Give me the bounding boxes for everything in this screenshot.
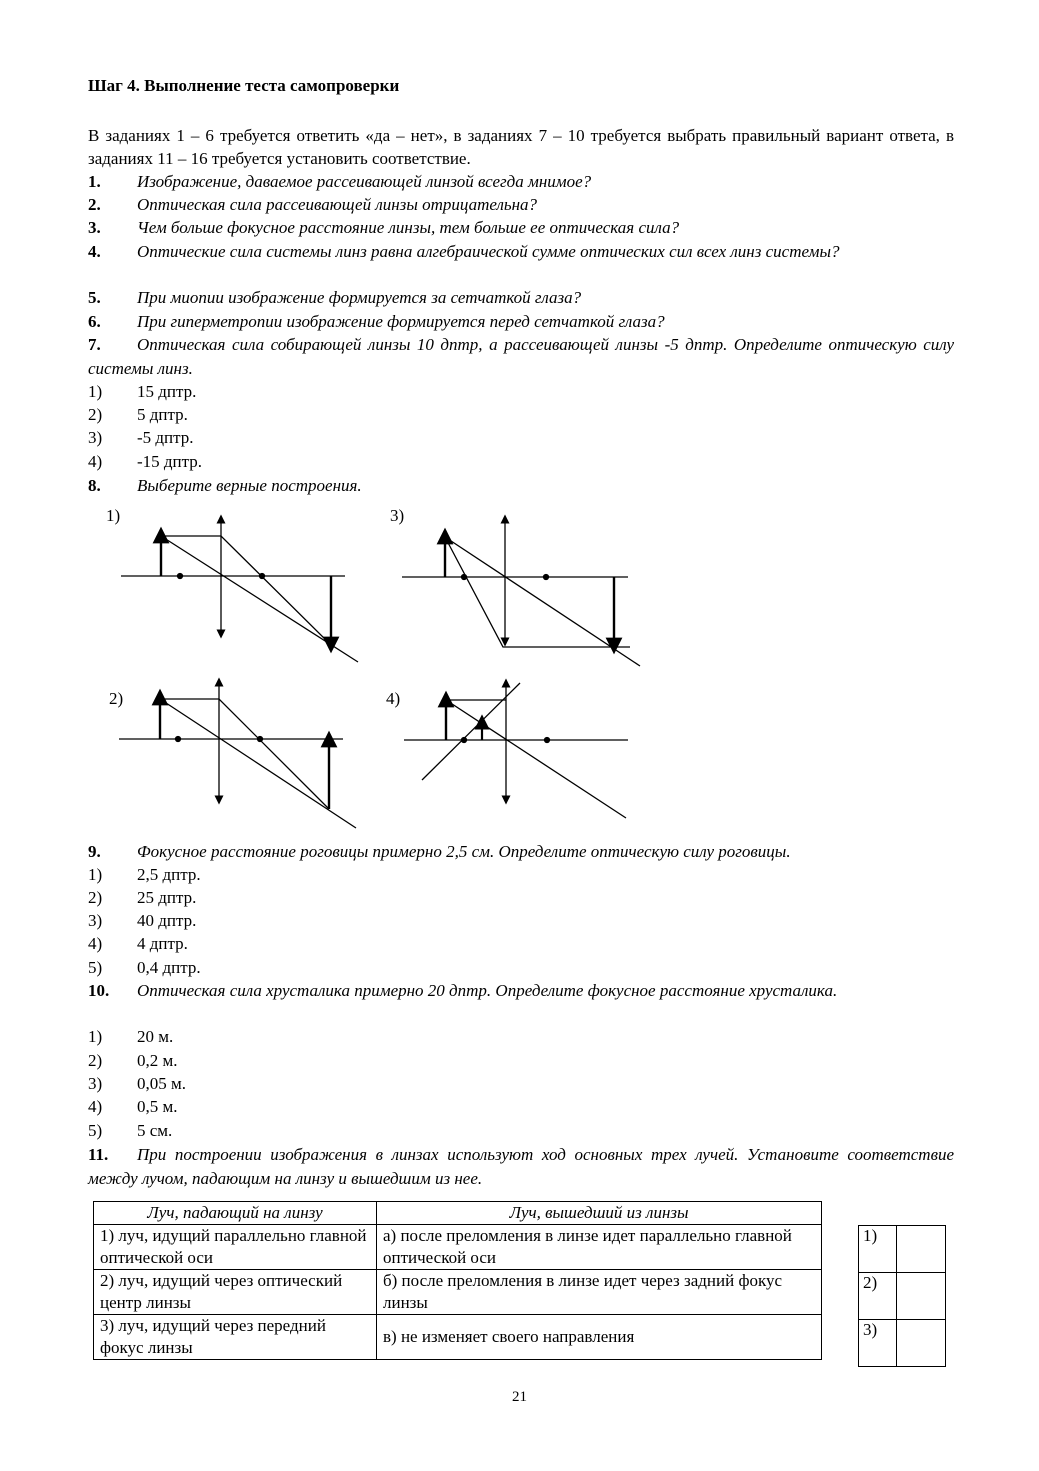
table-header-row (94, 1202, 822, 1225)
question-text: Оптическая сила хрусталика примерно 20 дптр. Определите фокусное расстояние хрусталика. (137, 981, 838, 1000)
question-number: 6. (88, 312, 101, 331)
answer-label: 1) (859, 1226, 897, 1273)
question-text: Оптическая сила собирающей линзы 10 дптр, а рассеивающей линзы -5 дптр. Определите оптическую силу системы линз. (88, 335, 954, 378)
option-number: 5) (88, 958, 103, 977)
focus-point (545, 738, 550, 743)
focus-point (462, 575, 467, 580)
option-number: 1) (88, 382, 103, 401)
option (88, 1119, 172, 1143)
option-number: 4) (88, 1097, 103, 1116)
ray (160, 699, 356, 828)
question-text: При построении изображения в линзах используют ход основных трех лучей. Установите соответствие между лучом, падающим на линзу и вышедшим из нее. (88, 1145, 954, 1188)
answer-grid (858, 1225, 946, 1367)
option (88, 1025, 173, 1049)
option-text: 5 дптр. (137, 405, 188, 424)
table-row (94, 1315, 822, 1360)
option-number: 3) (88, 428, 103, 447)
question-number: 3. (88, 218, 101, 237)
question-number: 1. (88, 172, 101, 191)
ray-diagram-4 (404, 683, 628, 818)
table-header-right: Луч, вышедший из линзы (377, 1202, 822, 1225)
focus-point (544, 575, 549, 580)
question-number: 5. (88, 288, 101, 307)
table-cell-ray-out: а) после преломления в линзе идет параллельно главной оптической оси (377, 1225, 822, 1270)
answer-row (859, 1226, 946, 1273)
option-text: 0,2 м. (137, 1051, 178, 1070)
intro-paragraph: В заданиях 1 – 6 требуется ответить «да – нет», в заданиях 7 – 10 требуется выбрать правильный вариант ответа, в заданиях 11 – 16 требуется установить соответствие. (88, 126, 954, 168)
option-number: 2) (88, 1051, 103, 1070)
table-cell-ray-in: 3) луч, идущий через передний фокус линзы (94, 1315, 377, 1360)
question-text: Изображение, даваемое рассеивающей линзой всегда мнимое? (137, 172, 592, 191)
option-text: 0,5 м. (137, 1097, 178, 1116)
answer-row (859, 1320, 946, 1367)
option-number: 3) (88, 911, 103, 930)
ray-diagram-2 (119, 682, 356, 828)
answer-label: 2) (859, 1273, 897, 1320)
option-text: 20 м. (137, 1027, 174, 1046)
focus-point (260, 574, 265, 579)
option-number: 5) (88, 1121, 103, 1140)
diagram-label-4: 4) (386, 689, 401, 708)
answer-cell[interactable] (897, 1226, 946, 1273)
focus-point (462, 738, 467, 743)
diagram-label-3: 3) (390, 506, 405, 525)
ray-diagram-1 (121, 519, 358, 662)
option-number: 4) (88, 934, 103, 953)
option-text: 0,4 дптр. (137, 958, 201, 977)
question-number: 7. (88, 335, 101, 354)
option-number: 1) (88, 865, 103, 884)
question-number: 11. (88, 1145, 109, 1164)
question-number: 10. (88, 981, 110, 1000)
table-cell-ray-out: в) не изменяет своего направления (377, 1315, 822, 1360)
section-heading: Шаг 4. Выполнение теста самопроверки (88, 76, 400, 95)
option-text: 5 см. (137, 1121, 173, 1140)
ray (445, 537, 630, 647)
table-cell-ray-in: 1) луч, идущий параллельно главной оптической оси (94, 1225, 377, 1270)
answer-label: 3) (859, 1320, 897, 1367)
ray (422, 683, 520, 780)
option-text: 4 дптр. (137, 934, 188, 953)
table-row (94, 1270, 822, 1315)
question-number: 8. (88, 476, 101, 495)
option-text: -15 дптр. (137, 452, 203, 471)
answer-row (859, 1273, 946, 1320)
ray-diagram-3 (402, 519, 640, 666)
option-number: 1) (88, 1027, 103, 1046)
table-header-left: Луч, падающий на линзу (94, 1202, 377, 1225)
question-11 (88, 1143, 954, 1190)
option (88, 932, 188, 956)
table-cell-ray-in: 2) луч, идущий через оптический центр линзы (94, 1270, 377, 1315)
question-text: Чем больше фокусное расстояние линзы, тем больше ее оптическая сила? (137, 218, 680, 237)
option (88, 886, 196, 910)
question-number: 2. (88, 195, 101, 214)
option-text: 15 дптр. (137, 382, 197, 401)
question-number: 4. (88, 242, 101, 261)
option (88, 909, 196, 933)
question-text: Выберите верные построения. (137, 476, 362, 495)
focus-point (176, 737, 181, 742)
option-text: 0,05 м. (137, 1074, 187, 1093)
option-text: 2,5 дптр. (137, 865, 201, 884)
question-9 (88, 840, 954, 864)
diagram-label-1: 1) (106, 506, 121, 525)
question-text: При миопии изображение формируется за сетчаткой глаза? (137, 288, 582, 307)
option-text: 40 дптр. (137, 911, 197, 930)
question-text: Фокусное расстояние роговицы примерно 2,5 см. Определите оптическую силу роговицы. (137, 842, 791, 861)
question-10 (88, 979, 954, 1003)
option-number: 4) (88, 452, 103, 471)
answer-cell[interactable] (897, 1320, 946, 1367)
option (88, 1049, 178, 1073)
option (88, 1095, 178, 1119)
table-cell-ray-out: б) после преломления в линзе идет через задний фокус линзы (377, 1270, 822, 1315)
focus-point (178, 574, 183, 579)
table-row (94, 1225, 822, 1270)
ray (161, 536, 358, 662)
option-number: 2) (88, 888, 103, 907)
question-text: При гиперметропии изображение формируется перед сетчаткой глаза? (137, 312, 665, 331)
option-text: 25 дптр. (137, 888, 197, 907)
option (88, 956, 201, 980)
matching-table (93, 1201, 822, 1360)
option-text: -5 дптр. (137, 428, 194, 447)
option (88, 1072, 186, 1096)
diagram-label-2: 2) (109, 689, 124, 708)
focus-point (258, 737, 263, 742)
answer-cell[interactable] (897, 1273, 946, 1320)
question-number: 9. (88, 842, 101, 861)
ray (446, 700, 626, 818)
option (88, 863, 201, 887)
question-text: Оптические сила системы линз равна алгебраической сумме оптических сил всех линз системы? (137, 242, 840, 261)
option-number: 2) (88, 405, 103, 424)
page-number: 21 (512, 1389, 527, 1405)
question-text: Оптическая сила рассеивающей линзы отрицательна? (137, 195, 538, 214)
option-number: 3) (88, 1074, 103, 1093)
